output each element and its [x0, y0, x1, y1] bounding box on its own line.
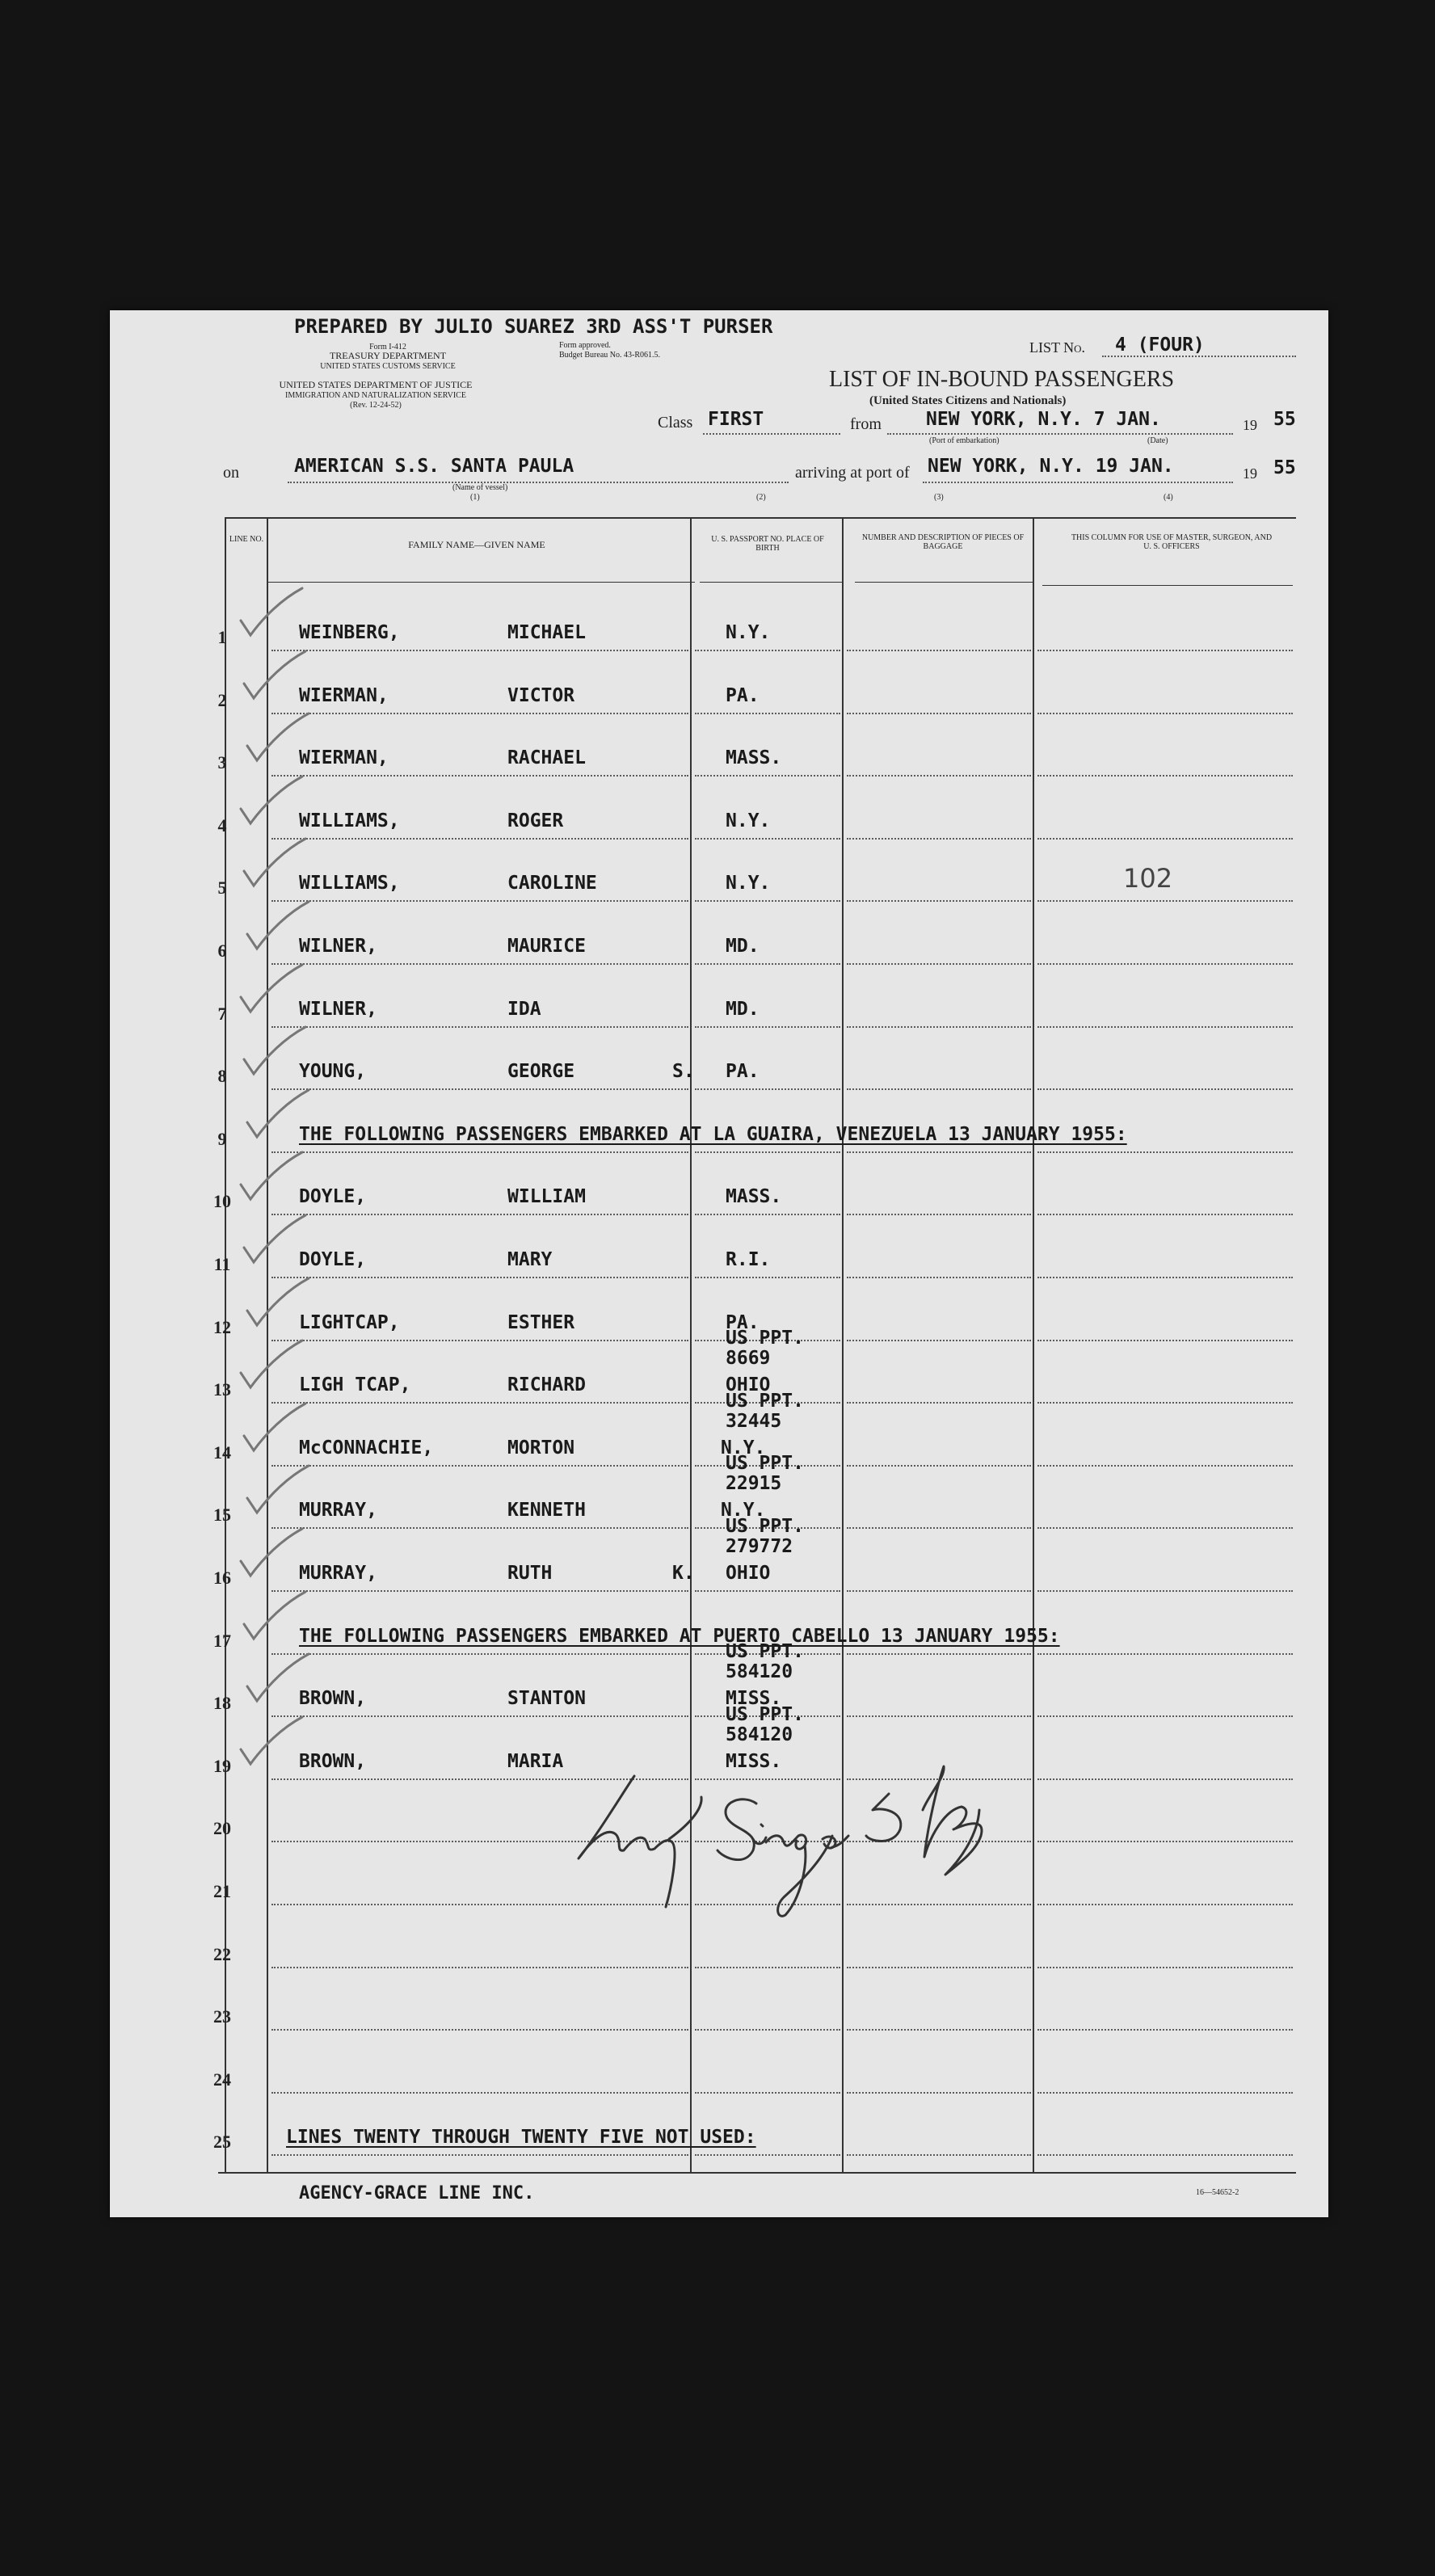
row-rule	[847, 1151, 1031, 1153]
row-rule	[847, 1527, 1031, 1529]
port-embark-caption: (Port of embarkation)	[929, 436, 999, 445]
agency-footer: AGENCY-GRACE LINE INC.	[299, 2183, 535, 2203]
line-number: 19	[213, 1755, 231, 1776]
row-rule	[271, 1214, 688, 1215]
given-name: RACHAEL	[507, 747, 586, 769]
row-rule	[847, 775, 1031, 777]
form-number: Form I-412	[369, 343, 406, 351]
line-number: 25	[213, 2132, 231, 2153]
place-of-birth: MISS.	[726, 1688, 782, 1710]
row-rule	[847, 2154, 1031, 2156]
place-of-birth: OHIO	[726, 1374, 771, 1396]
row-rule	[1037, 838, 1293, 840]
row-rule	[271, 1277, 688, 1278]
arriving-label: arriving at port of	[795, 464, 910, 482]
given-name: CAROLINE	[507, 873, 597, 894]
row-rule	[695, 900, 840, 902]
row-rule	[1037, 1214, 1293, 1215]
family-name: YOUNG,	[299, 1061, 367, 1083]
row-rule	[1037, 1026, 1293, 1028]
row-rule	[1037, 1402, 1293, 1404]
column-header-rule	[700, 582, 844, 583]
given-name: RUTH	[507, 1563, 553, 1584]
date-caption: (Date)	[1147, 436, 1168, 445]
row-rule	[695, 650, 840, 651]
row-rule	[1037, 1527, 1293, 1529]
row-rule	[847, 713, 1031, 714]
place-of-birth: PA.	[726, 684, 760, 706]
caption-2: (2)	[756, 493, 766, 502]
row-rule	[271, 963, 688, 965]
document-title: LIST OF IN-BOUND PASSENGERS	[829, 367, 1175, 392]
family-name: DOYLE,	[299, 1249, 367, 1270]
place-of-birth: N.Y.	[726, 810, 771, 831]
passport-number: 279772	[726, 1536, 793, 1557]
row-rule	[271, 1088, 688, 1090]
line-number: 23	[213, 2006, 231, 2027]
year-prefix: 19	[1243, 465, 1257, 482]
prepared-by: PREPARED BY JULIO SUAREZ 3RD ASS'T PURSER	[294, 315, 773, 338]
line-number: 17	[213, 1630, 231, 1651]
row-rule	[1037, 963, 1293, 965]
given-name: MARIA	[507, 1750, 564, 1772]
row-rule	[1037, 1778, 1293, 1780]
class-value: FIRST	[708, 409, 764, 430]
row-rule	[271, 1967, 688, 1968]
row-rule	[1037, 2029, 1293, 2031]
row-rule	[271, 650, 688, 651]
row-rule	[271, 1402, 688, 1404]
row-rule	[695, 1214, 840, 1215]
row-rule	[695, 963, 840, 965]
table-bottom-rule	[218, 2172, 1296, 2174]
place-of-birth: N.Y.	[721, 1500, 766, 1522]
check-mark	[236, 1149, 309, 1206]
col-passport: U. S. PASSPORT NO. PLACE OF BIRTH	[711, 535, 824, 553]
family-name: WILNER,	[299, 998, 377, 1020]
given-name: MARY	[507, 1249, 553, 1270]
embarkation-note: THE FOLLOWING PASSENGERS EMBARKED AT PUERTO CABELLO 13 JANUARY 1955:	[299, 1625, 1060, 1647]
passport-number: 584120	[726, 1661, 793, 1683]
row-rule	[1037, 1465, 1293, 1467]
col-name: FAMILY NAME—GIVEN NAME	[408, 539, 545, 550]
place-of-birth: N.Y.	[726, 622, 771, 643]
row-rule	[847, 1715, 1031, 1717]
row-rule	[271, 1465, 688, 1467]
given-name: VICTOR	[507, 684, 575, 706]
family-name: MURRAY,	[299, 1563, 377, 1584]
place-of-birth: OHIO	[726, 1563, 771, 1584]
row-rule	[695, 2154, 840, 2156]
col-officers: THIS COLUMN FOR USE OF MASTER, SURGEON, AND U. S. OFFICERS	[1071, 533, 1273, 551]
family-name: MURRAY,	[299, 1500, 377, 1522]
row-rule	[1037, 1904, 1293, 1905]
row-rule	[1037, 713, 1293, 714]
row-rule	[847, 1465, 1031, 1467]
given-name: GEORGE	[507, 1061, 575, 1083]
check-mark	[236, 773, 309, 830]
place-of-birth: PA.	[726, 1311, 760, 1333]
row-rule	[1037, 2154, 1293, 2156]
row-rule	[847, 900, 1031, 902]
family-name: McCONNACHIE,	[299, 1437, 434, 1458]
line-number: 12	[213, 1316, 231, 1337]
family-name: WEINBERG,	[299, 622, 400, 643]
caption-4: (4)	[1164, 493, 1173, 502]
middle-initial: S.	[672, 1061, 695, 1083]
row-rule	[271, 1026, 688, 1028]
line-number: 22	[213, 1943, 231, 1964]
arriving-value: NEW YORK, N.Y. 19 JAN.	[928, 456, 1174, 477]
row-rule	[695, 775, 840, 777]
given-name: ESTHER	[507, 1311, 575, 1333]
passport-number: US PPT.	[726, 1641, 804, 1663]
row-rule	[847, 838, 1031, 840]
row-rule	[1037, 1088, 1293, 1090]
year-value: 55	[1273, 457, 1296, 478]
form-code: 16—54652-2	[1196, 2188, 1239, 2197]
row-rule	[271, 713, 688, 714]
passport-number: US PPT.	[726, 1516, 804, 1537]
col-baggage: NUMBER AND DESCRIPTION OF PIECES OF BAGGAGE	[861, 533, 1025, 551]
row-rule	[847, 1340, 1031, 1341]
row-rule	[1037, 1340, 1293, 1341]
given-name: MICHAEL	[507, 622, 586, 643]
check-mark	[236, 1714, 309, 1770]
passport-rule	[690, 517, 692, 2172]
row-rule	[1037, 1590, 1293, 1592]
budget-bureau: Budget Bureau No. 43-R061.5.	[559, 351, 660, 360]
row-rule	[695, 1277, 840, 1278]
row-rule	[847, 2092, 1031, 2094]
year-value: 55	[1273, 409, 1296, 430]
row-rule	[271, 1151, 688, 1153]
line-number: 20	[213, 1818, 231, 1839]
family-name: WILNER,	[299, 936, 377, 957]
row-rule	[1037, 1967, 1293, 1968]
family-name: WIERMAN,	[299, 684, 389, 706]
line-number: 16	[213, 1568, 231, 1588]
year-prefix: 19	[1243, 417, 1257, 433]
list-number-label: LIST No.	[1029, 339, 1086, 356]
row-rule	[847, 1590, 1031, 1592]
row-rule	[847, 1402, 1031, 1404]
row-rule	[847, 1088, 1031, 1090]
passport-number: US PPT.	[726, 1453, 804, 1475]
row-rule	[271, 775, 688, 777]
row-rule	[271, 1527, 688, 1529]
check-mark	[236, 1526, 309, 1582]
line-number: 11	[213, 1254, 231, 1274]
on-label: on	[223, 464, 239, 482]
family-name: BROWN,	[299, 1750, 367, 1772]
row-rule	[695, 1967, 840, 1968]
row-rule	[271, 2029, 688, 2031]
row-rule	[1037, 1277, 1293, 1278]
given-name: KENNETH	[507, 1500, 586, 1522]
row-rule	[1037, 900, 1293, 902]
passport-number: US PPT.	[726, 1703, 804, 1725]
given-name: STANTON	[507, 1688, 586, 1710]
line-number: 9	[217, 1128, 227, 1149]
passport-number: 584120	[726, 1724, 793, 1745]
vessel-caption: (Name of vessel)	[452, 483, 508, 492]
place-of-birth: N.Y.	[726, 873, 771, 894]
embarkation-note: THE FOLLOWING PASSENGERS EMBARKED AT LA GUAIRA, VENEZUELA 13 JANUARY 1955:	[299, 1123, 1127, 1145]
row-rule	[271, 2154, 688, 2156]
family-name: BROWN,	[299, 1688, 367, 1710]
column-header-rule	[267, 582, 695, 583]
row-rule	[695, 713, 840, 714]
line-number: 24	[213, 2069, 231, 2090]
row-rule	[271, 1653, 688, 1655]
row-rule	[271, 1715, 688, 1717]
vessel-name: AMERICAN S.S. SANTA PAULA	[294, 456, 574, 477]
passport-number: US PPT.	[726, 1390, 804, 1412]
row-rule	[1037, 775, 1293, 777]
row-rule	[847, 1026, 1031, 1028]
row-rule	[695, 1590, 840, 1592]
row-rule	[1037, 1841, 1293, 1842]
given-name: ROGER	[507, 810, 564, 831]
row-rule	[1037, 650, 1293, 651]
from-value: NEW YORK, N.Y. 7 JAN.	[926, 409, 1161, 430]
row-rule	[695, 2029, 840, 2031]
customs-service: UNITED STATES CUSTOMS SERVICE	[320, 362, 456, 371]
line-number: 4	[217, 814, 227, 836]
place-of-birth: MASS.	[726, 1186, 782, 1208]
ins-service: IMMIGRATION AND NATURALIZATION SERVICE	[285, 391, 466, 400]
row-rule	[847, 1653, 1031, 1655]
line-number: 14	[213, 1442, 231, 1463]
place-of-birth: MD.	[726, 936, 760, 957]
caption-3: (3)	[934, 493, 944, 502]
row-rule	[271, 900, 688, 902]
line-number: 3	[217, 752, 227, 773]
revision-date: (Rev. 12-24-52)	[350, 401, 402, 410]
row-rule	[695, 1088, 840, 1090]
line-number: 7	[217, 1003, 227, 1024]
place-of-birth: MISS.	[726, 1750, 782, 1772]
stamp-number: 102	[1123, 863, 1173, 894]
row-rule	[847, 963, 1031, 965]
list-number-value: 4 (FOUR)	[1115, 335, 1205, 356]
dept-justice: UNITED STATES DEPARTMENT OF JUSTICE	[279, 379, 473, 390]
family-name: WILLIAMS,	[299, 810, 400, 831]
row-rule	[1037, 1151, 1293, 1153]
given-name: MAURICE	[507, 936, 586, 957]
family-name: WIERMAN,	[299, 747, 389, 769]
place-of-birth: MD.	[726, 998, 760, 1020]
row-rule	[1037, 1715, 1293, 1717]
row-rule	[1037, 2092, 1293, 2094]
row-rule	[271, 838, 688, 840]
table-top-rule	[225, 517, 1296, 519]
family-name: DOYLE,	[299, 1186, 367, 1208]
row-rule	[271, 2092, 688, 2094]
row-rule	[695, 1026, 840, 1028]
line-number: 15	[213, 1505, 231, 1526]
row-rule	[695, 838, 840, 840]
passport-number: US PPT.	[726, 1328, 804, 1349]
row-rule	[695, 2092, 840, 2094]
place-of-birth: MASS.	[726, 747, 782, 769]
given-name: MORTON	[507, 1437, 575, 1458]
line-number: 6	[217, 941, 227, 961]
line-number: 2	[217, 689, 227, 710]
line-number: 8	[217, 1066, 227, 1087]
row-rule	[271, 1590, 688, 1592]
row-rule	[847, 1967, 1031, 1968]
given-name: WILLIAM	[507, 1186, 586, 1208]
column-header-rule	[855, 582, 1033, 583]
given-name: RICHARD	[507, 1374, 586, 1396]
inspector-signature	[566, 1762, 1034, 1923]
family-name: WILLIAMS,	[299, 873, 400, 894]
place-of-birth: R.I.	[726, 1249, 771, 1270]
line-number: 10	[213, 1191, 231, 1212]
embarkation-note: LINES TWENTY THROUGH TWENTY FIVE NOT USED:	[286, 2127, 756, 2149]
column-header-rule	[1042, 585, 1293, 586]
middle-initial: K.	[672, 1563, 695, 1584]
check-mark	[236, 1337, 309, 1394]
officers-rule	[1033, 517, 1034, 2172]
caption-1: (1)	[470, 493, 480, 502]
line-number: 13	[213, 1379, 231, 1400]
check-mark	[236, 585, 309, 642]
class-label: Class	[658, 414, 693, 431]
place-of-birth: N.Y.	[721, 1437, 766, 1458]
row-rule	[847, 650, 1031, 651]
given-name: IDA	[507, 998, 541, 1020]
col-line-no: LINE NO.	[229, 535, 264, 544]
row-rule	[695, 1151, 840, 1153]
passport-number: 8669	[726, 1348, 771, 1370]
baggage-rule	[842, 517, 844, 2172]
line-number: 5	[217, 878, 227, 899]
family-name: LIGH TCAP,	[299, 1374, 411, 1396]
line-number: 18	[213, 1693, 231, 1714]
passport-number: 32445	[726, 1410, 782, 1432]
line-number: 1	[217, 627, 227, 647]
check-mark	[236, 962, 309, 1018]
row-rule	[1037, 1653, 1293, 1655]
form-approved: Form approved.	[559, 341, 611, 350]
row-rule	[271, 1340, 688, 1341]
row-rule	[847, 1277, 1031, 1278]
passport-number: 22915	[726, 1473, 782, 1495]
row-rule	[847, 1214, 1031, 1215]
place-of-birth: PA.	[726, 1061, 760, 1083]
document-subtitle: (United States Citizens and Nationals)	[869, 394, 1067, 407]
from-label: from	[850, 415, 882, 433]
treasury-dept: TREASURY DEPARTMENT	[329, 350, 447, 361]
row-rule	[847, 2029, 1031, 2031]
line-number: 21	[213, 1881, 231, 1901]
family-name: LIGHTCAP,	[299, 1311, 400, 1333]
